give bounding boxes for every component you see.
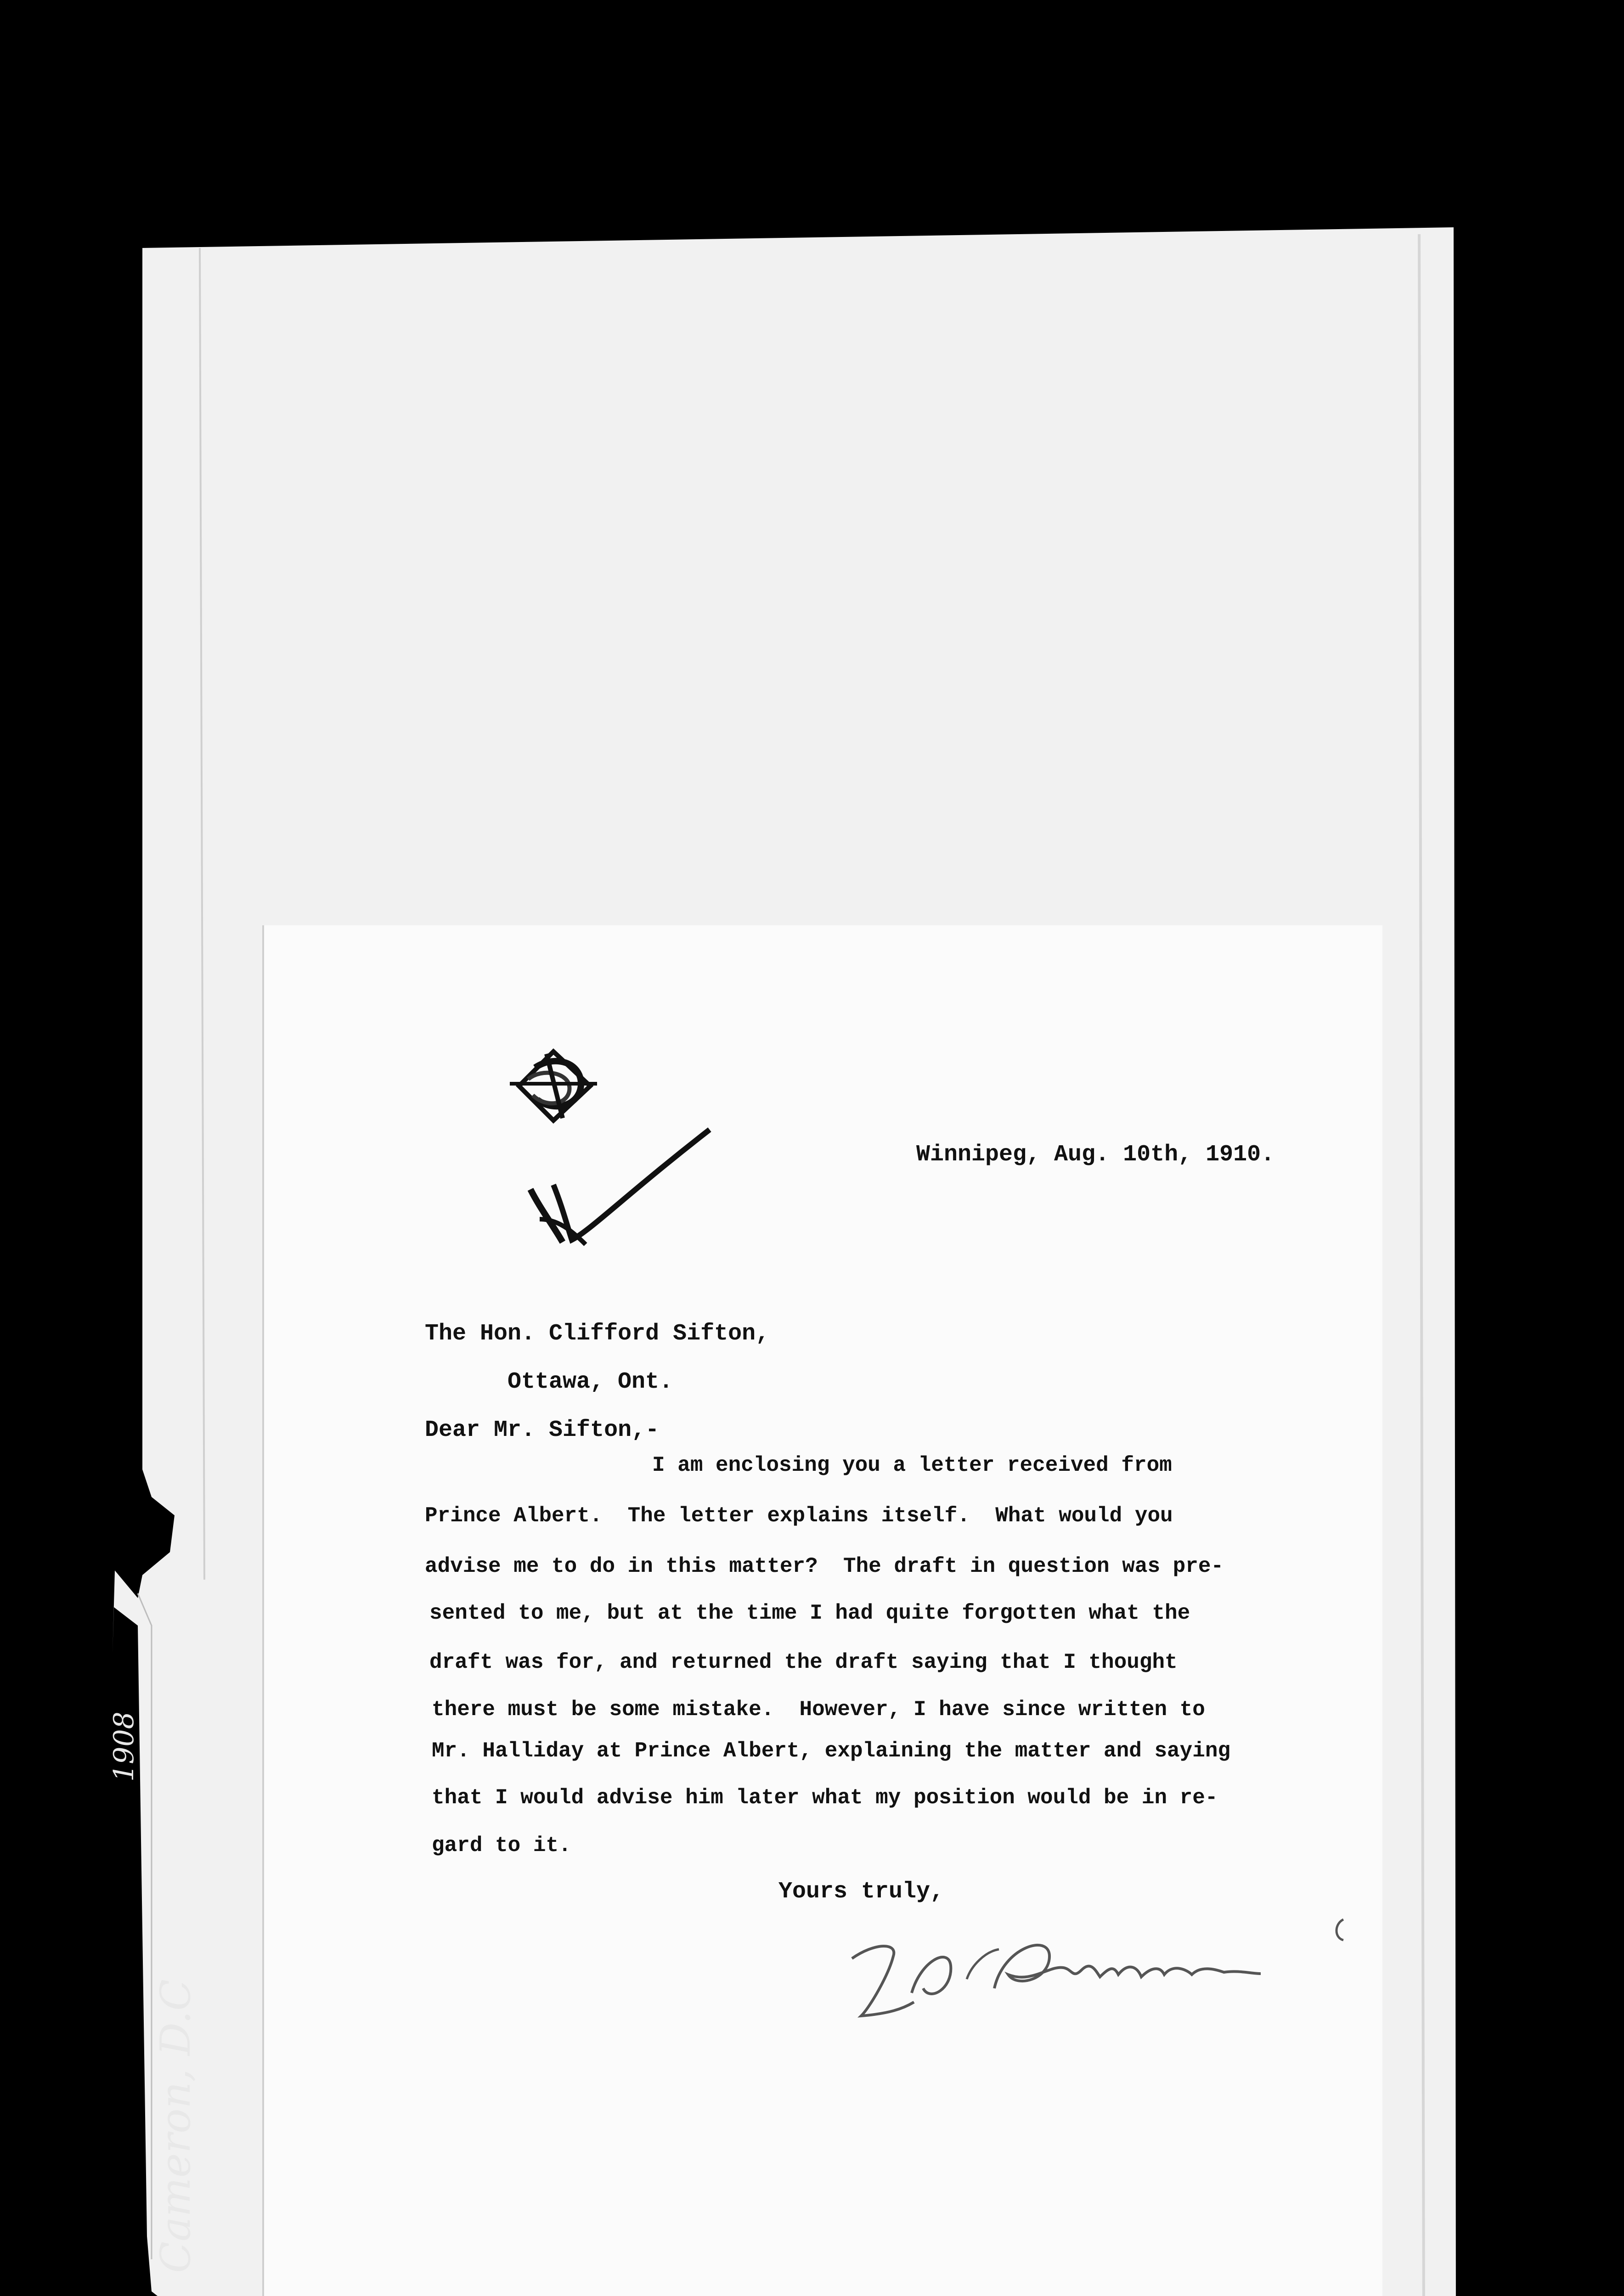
- addressee-line-1: The Hon. Clifford Sifton,: [425, 1321, 770, 1347]
- salutation: Dear Mr. Sifton,-: [425, 1417, 660, 1443]
- monogram-emblem: [501, 1035, 606, 1132]
- body-line: I am enclosing you a letter received from: [652, 1453, 1172, 1477]
- body-line: gard to it.: [432, 1834, 571, 1857]
- body-line: advise me to do in this matter? The draft in question was pre-: [425, 1554, 1224, 1578]
- body-line: Mr. Halliday at Prince Albert, explaining the matter and saying: [432, 1739, 1231, 1763]
- handwritten-signature: [834, 1915, 1362, 2039]
- body-line: that I would advise him later what my position would be in re-: [432, 1786, 1218, 1810]
- letter-dateline: Winnipeg, Aug. 10th, 1910.: [916, 1142, 1275, 1168]
- body-line: there must be some mistake. However, I have since written to: [432, 1698, 1205, 1722]
- closing: Yours truly,: [778, 1879, 944, 1905]
- addressee-line-2: Ottawa, Ont.: [508, 1369, 673, 1395]
- body-line: sented to me, but at the time I had quite forgotten what the: [429, 1601, 1190, 1625]
- handwritten-year-note: 1908: [108, 1711, 140, 1782]
- body-line: draft was for, and returned the draft saying that I thought: [429, 1650, 1178, 1674]
- pencil-docket-mark: [512, 1120, 728, 1267]
- body-line: Prince Albert. The letter explains itself. What would you: [425, 1504, 1173, 1528]
- handwritten-name-note: Cameron, D.C: [152, 1979, 200, 2273]
